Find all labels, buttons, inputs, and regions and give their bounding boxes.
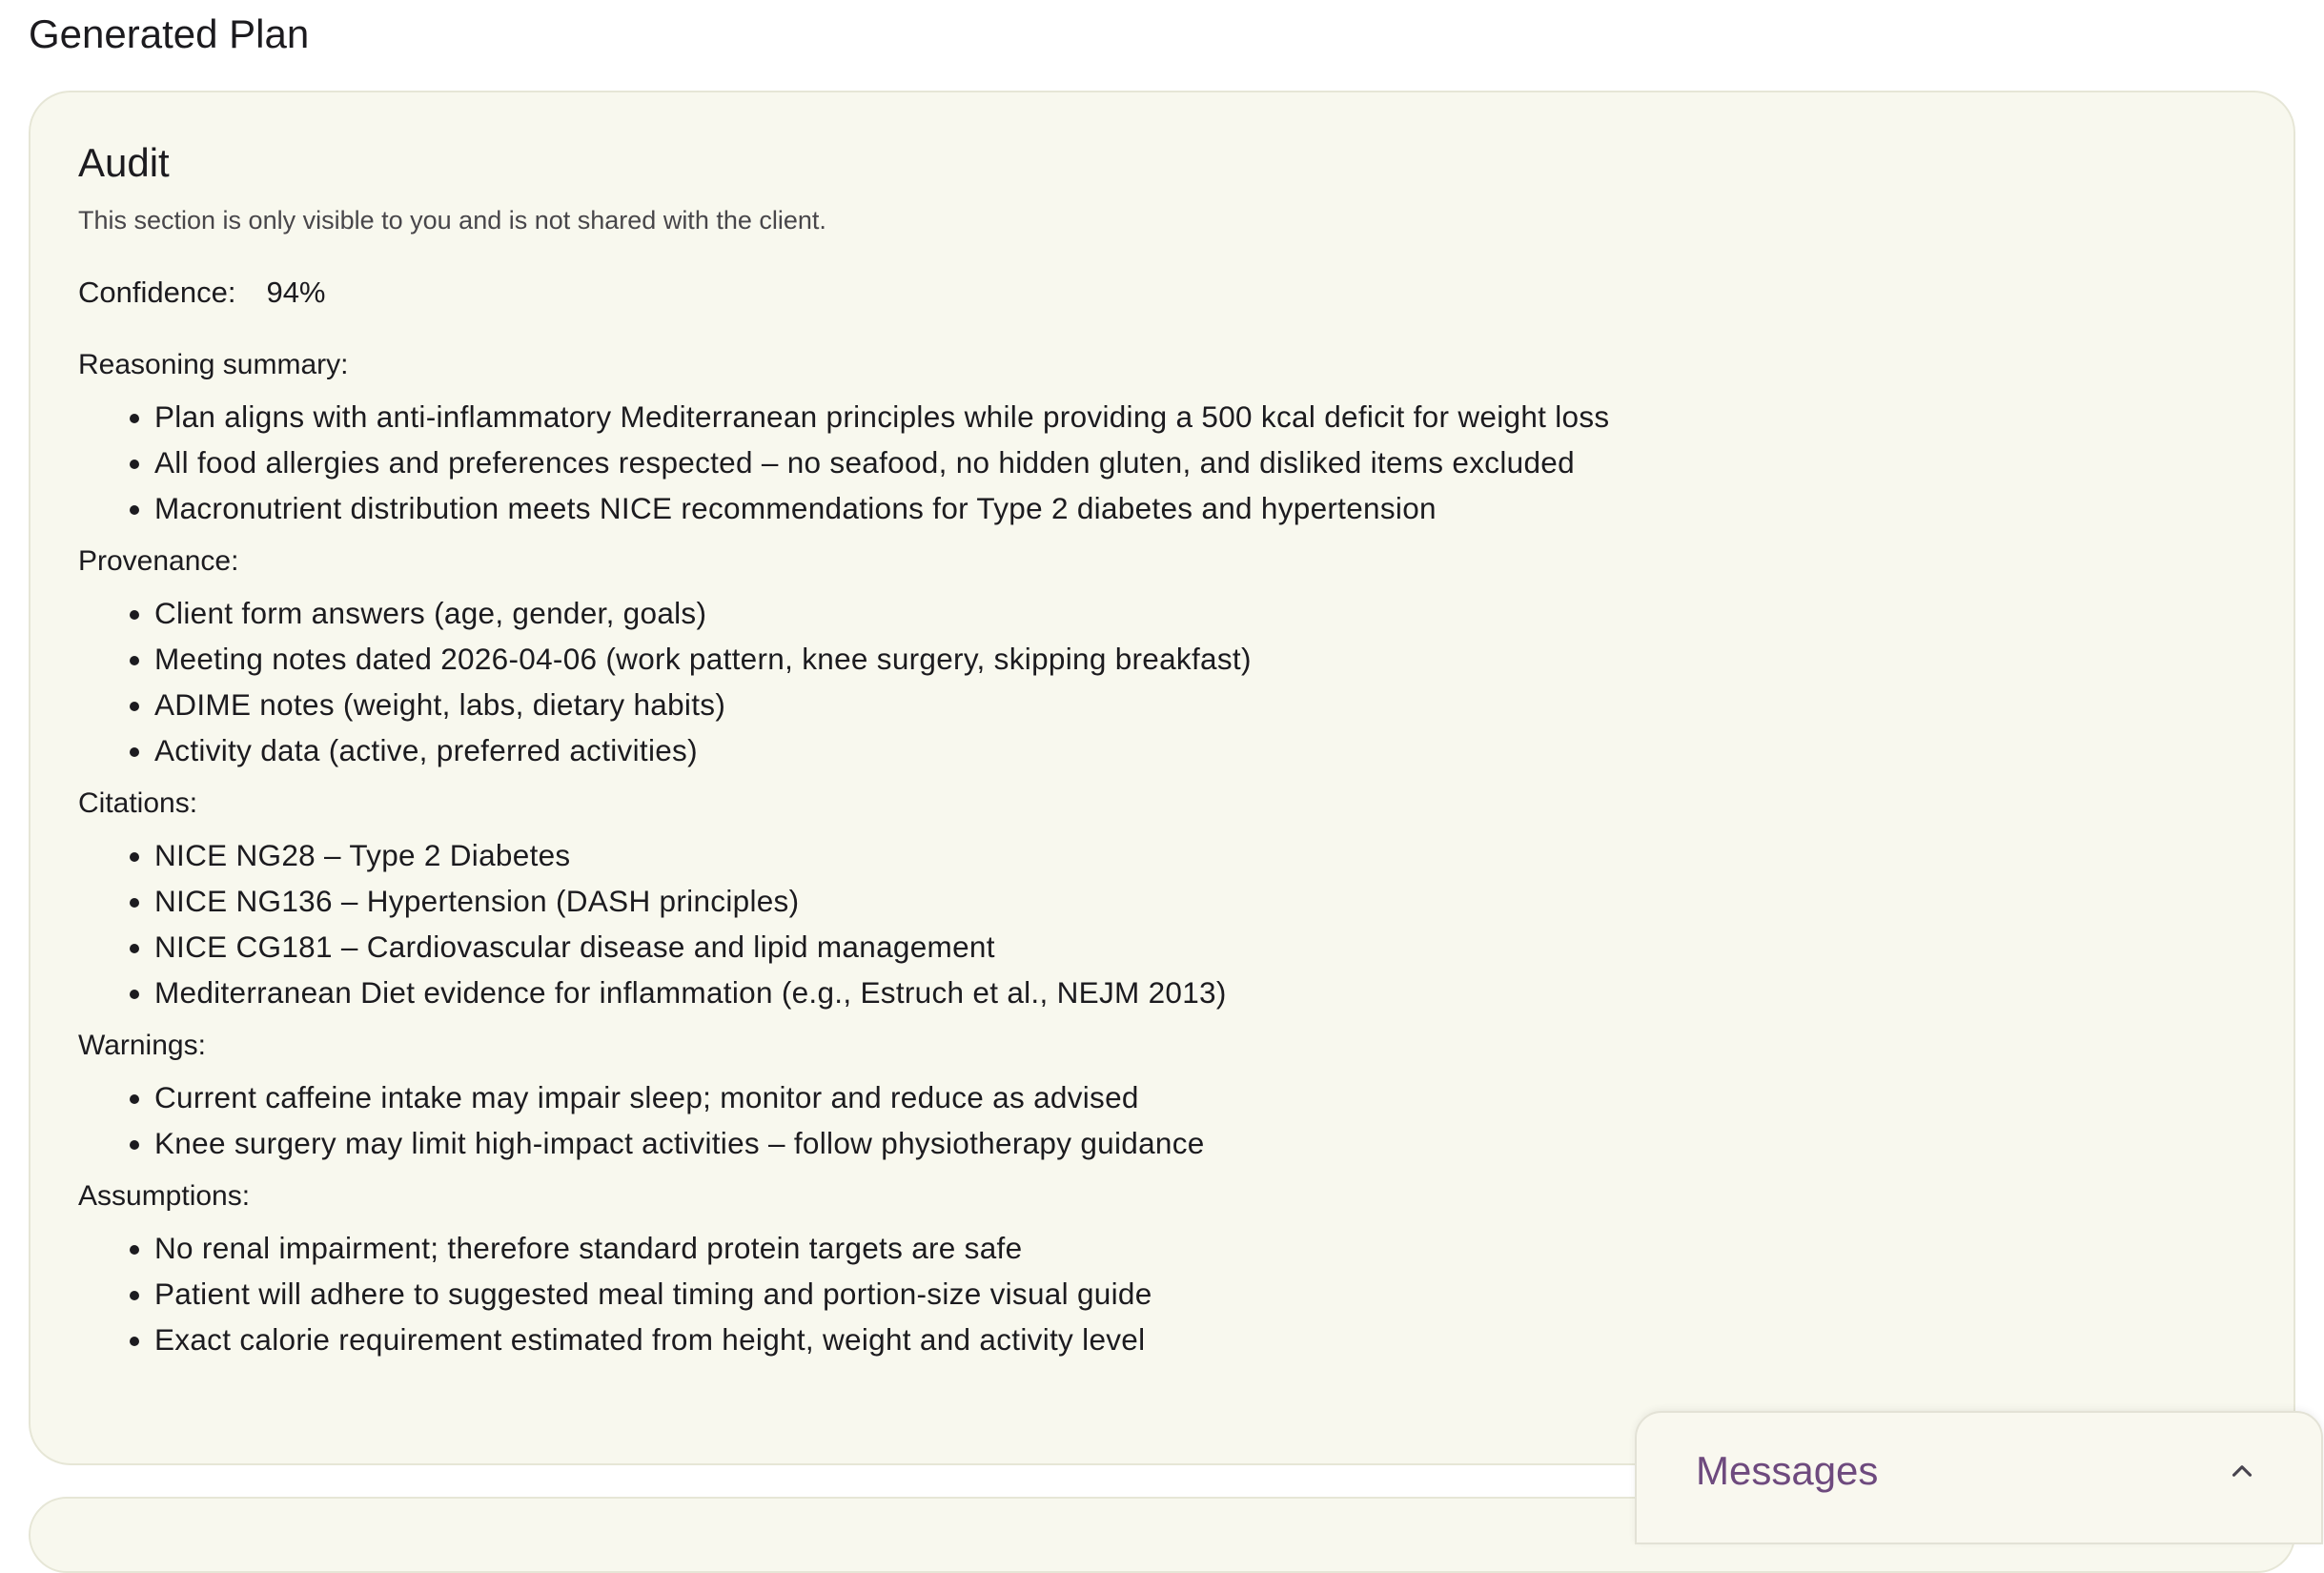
list-item: • Client form answers (age, gender, goals) <box>154 590 2175 636</box>
reasoning-summary-list <box>78 394 2175 531</box>
section-label: Reasoning summary: <box>78 349 349 380</box>
audit-card <box>29 91 2295 1465</box>
section-label: Citations: <box>78 787 198 819</box>
list-item: • Meeting notes dated 2026-04-06 (work pattern, knee surgery, skipping breakfast) <box>154 636 2175 682</box>
list-item: • Plan aligns with anti-inflammatory Mediterranean principles while providing a 500 kcal deficit for weight loss <box>154 394 2175 439</box>
confidence-label: Confidence: <box>78 276 236 309</box>
list-item: • No renal impairment; therefore standard protein targets are safe <box>154 1225 2175 1271</box>
audit-sections <box>78 346 2175 1374</box>
list-item: • NICE NG28 – Type 2 Diabetes <box>154 832 2175 878</box>
list-item: • Exact calorie requirement estimated from height, weight and activity level <box>154 1317 2175 1362</box>
confidence-value: 94% <box>266 276 326 309</box>
provenance-list <box>78 590 2175 773</box>
messages-title[interactable]: Messages <box>1696 1448 1879 1493</box>
list-item: • Patient will adhere to suggested meal timing and portion-size visual guide <box>154 1271 2175 1317</box>
list-item: • Macronutrient distribution meets NICE recommendations for Type 2 diabetes and hypertension <box>154 485 2175 531</box>
list-item: • ADIME notes (weight, labs, dietary habits) <box>154 682 2175 727</box>
list-item: • Current caffeine intake may impair sleep; monitor and reduce as advised <box>154 1074 2175 1120</box>
section-label: Assumptions: <box>78 1180 251 1212</box>
reasoning-summary-section <box>78 346 2175 531</box>
list-item: • NICE NG136 – Hypertension (DASH principles) <box>154 878 2175 924</box>
provenance-section <box>78 542 2175 773</box>
citations-section <box>78 785 2175 1015</box>
audit-heading: Audit <box>78 140 170 185</box>
warnings-section <box>78 1027 2175 1166</box>
messages-panel[interactable] <box>1635 1411 2323 1544</box>
citations-list <box>78 832 2175 1015</box>
list-item: • Mediterranean Diet evidence for inflammation (e.g., Estruch et al., NEJM 2013) <box>154 970 2175 1015</box>
assumptions-section <box>78 1177 2175 1362</box>
section-label: Provenance: <box>78 545 239 577</box>
list-item: • All food allergies and preferences respected – no seafood, no hidden gluten, and disliked items excluded <box>154 439 2175 485</box>
list-item: • Knee surgery may limit high-impact activities – follow physiotherapy guidance <box>154 1120 2175 1166</box>
section-label: Warnings: <box>78 1030 206 1061</box>
audit-visibility-note: This section is only visible to you and is not shared with the client. <box>78 206 826 235</box>
list-item: • NICE CG181 – Cardiovascular disease and lipid management <box>154 924 2175 970</box>
assumptions-list <box>78 1225 2175 1362</box>
chevron-up-icon[interactable] <box>2218 1447 2266 1495</box>
warnings-list <box>78 1074 2175 1166</box>
page-title: Generated Plan <box>29 11 310 56</box>
confidence-row <box>78 274 326 312</box>
list-item: • Activity data (active, preferred activities) <box>154 727 2175 773</box>
